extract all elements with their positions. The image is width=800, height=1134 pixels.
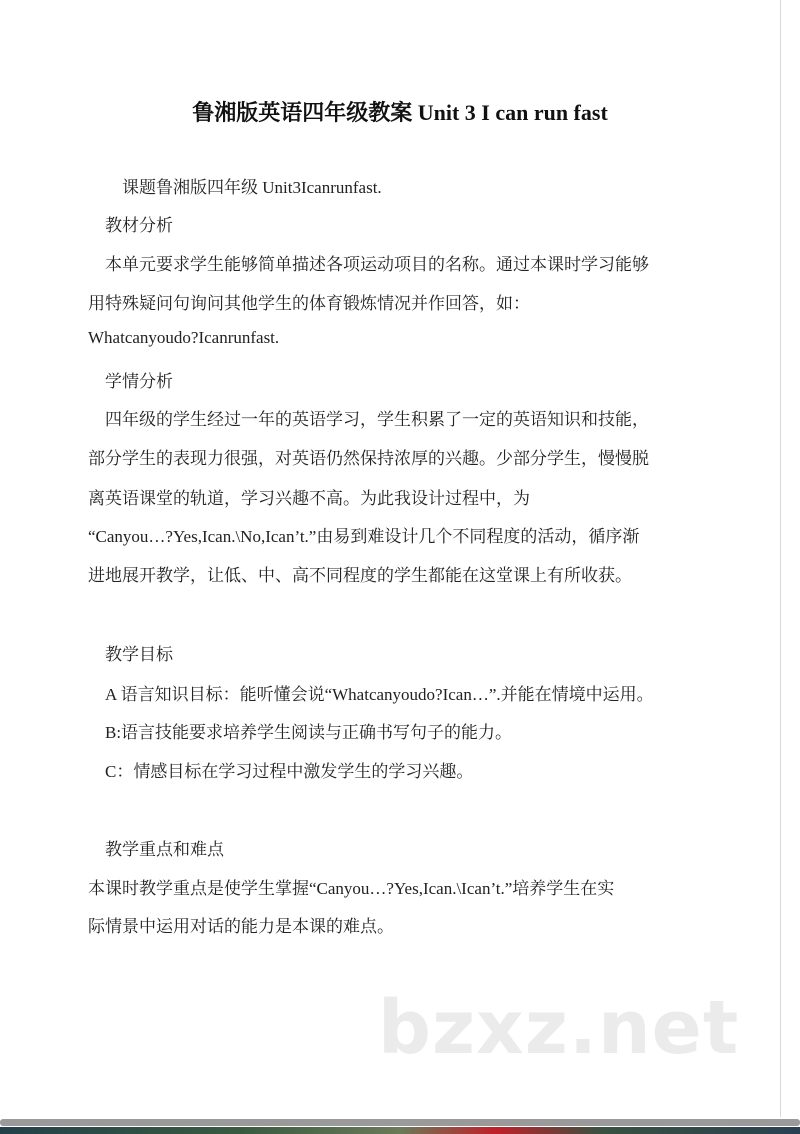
text-line: 进地展开教学，让低、中、高不同程度的学生都能在这堂课上有所收获。 [88, 566, 632, 585]
document-title: 鲁湘版英语四年级教案 Unit 3 I can run fast [192, 100, 608, 125]
heading-teaching-goals: 教学目标 [105, 645, 173, 664]
text-line: 离英语课堂的轨道，学习兴趣不高。为此我设计过程中，为 [88, 489, 530, 508]
watermark: bzxz.net [378, 985, 740, 1071]
text-line: 本单元要求学生能够简单描述各项运动项目的名称。通过本课时学习能够 [105, 255, 649, 274]
goal-a: A 语言知识目标：能听懂会说“Whatcanyoudo?Ican…”.并能在情境中运用。 [105, 685, 654, 704]
goal-c: C：情感目标在学习过程中激发学生的学习兴趣。 [105, 762, 474, 781]
text-line: 四年级的学生经过一年的英语学习，学生积累了一定的英语知识和技能， [105, 410, 649, 429]
horizontal-scrollbar[interactable] [0, 1119, 800, 1126]
desktop-background-strip [0, 1127, 800, 1134]
text-line: 际情景中运用对话的能力是本课的难点。 [88, 917, 394, 936]
text-line: 部分学生的表现力很强，对英语仍然保持浓厚的兴趣。少部分学生，慢慢脱 [88, 449, 649, 468]
text-line: Whatcanyoudo?Icanrunfast. [88, 328, 280, 347]
heading-key-points: 教学重点和难点 [105, 840, 224, 859]
lesson-topic: 课题鲁湘版四年级 Unit3Icanrunfast. [122, 178, 382, 197]
heading-student-analysis: 学情分析 [105, 372, 173, 391]
text-line: 用特殊疑问句询问其他学生的体育锻炼情况并作回答，如： [88, 294, 530, 313]
text-line: 本课时教学重点是使学生掌握“Canyou…?Yes,Ican.\Ican’t.”培养学生在实 [88, 879, 615, 898]
heading-material-analysis: 教材分析 [105, 216, 173, 235]
text-line: “Canyou…?Yes,Ican.\No,Ican’t.”由易到难设计几个不同程度的活动，循序渐 [88, 527, 640, 546]
goal-b: B:语言技能要求培养学生阅读与正确书写句子的能力。 [105, 723, 513, 742]
